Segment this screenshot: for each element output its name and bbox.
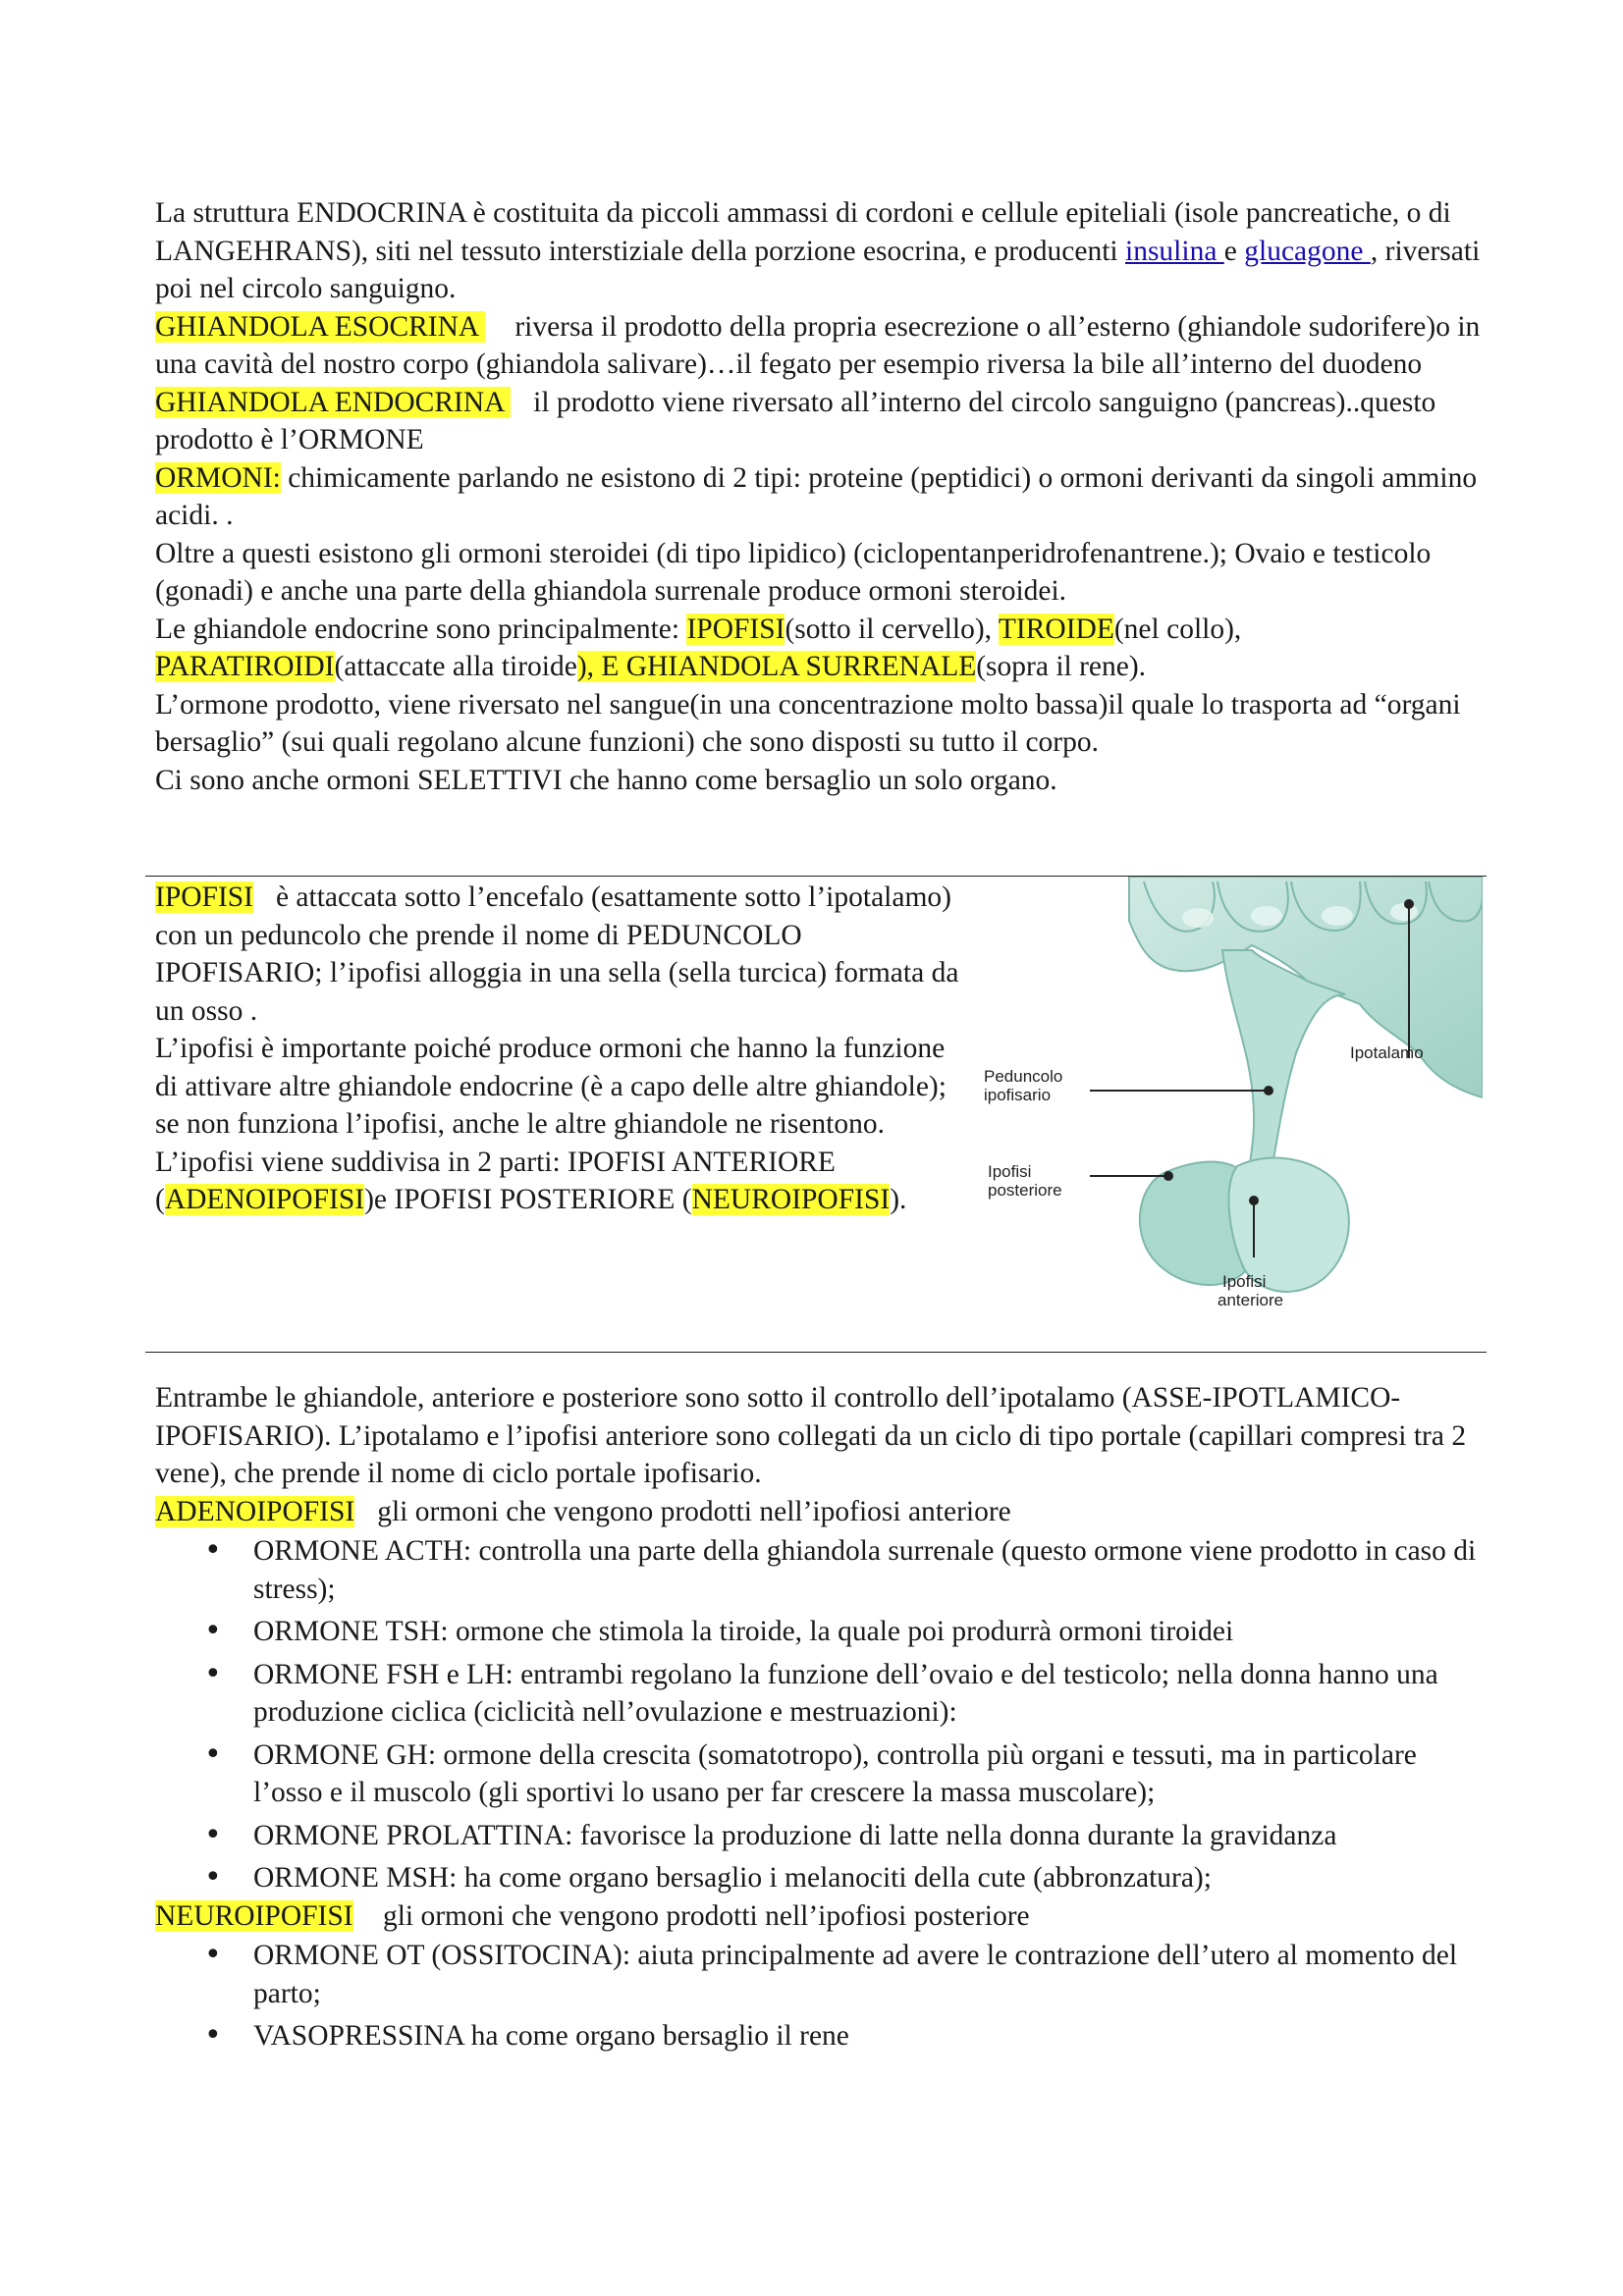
ipofisi-text: è attaccata sotto l’encefalo (esattamente sotto l’ipotalamo) con un peduncolo che prende il nome di PEDUNCOLO IPOFISARIO; l’ipofisi alloggia in una sella (sella turcica) formata da un osso .: [155, 881, 959, 1027]
ipofisi-text: )e IPOFISI POSTERIORE (: [364, 1184, 692, 1215]
list-item: • ORMONE ACTH: controlla una parte della ghiandola surrenale (questo ormone viene prodotto in caso di stress);: [155, 1532, 1481, 1608]
arrow-glyph: [354, 1495, 362, 1527]
ipofisi-term: IPOFISI: [686, 613, 785, 645]
ormoni-term: ORMONI:: [155, 461, 281, 494]
adeno-hormone-list: [155, 1532, 1481, 1897]
label-peduncolo-line1: Peduncolo: [984, 1067, 1063, 1086]
ipofisi-section-term: IPOFISI: [155, 881, 253, 913]
trasporto-paragraph: L’ormone prodotto, viene riversato nel sangue(in una concentrazione molto bassa)il quale lo trasporta ad “organi bersaglio” (sui quali regolano alcune funzioni) che sono disposti su tutto il corpo.: [155, 688, 1461, 758]
ipofisi-paragraph-2: L’ipofisi è importante poiché produce ormoni che hanno la funzione di attivare altre ghiandole endocrine (è a capo delle altre ghiandole); se non funziona l’ipofisi, anche le altre ghiandole ne risentono.: [155, 1033, 947, 1140]
esocrina-term: GHIANDOLA ESOCRINA: [155, 310, 485, 343]
ipofisi-diagram: [972, 877, 1483, 1318]
neuro-heading: [155, 1897, 1481, 1936]
principali-text: (sotto il cervello),: [784, 613, 999, 645]
lower-section: [155, 1379, 1481, 2056]
principali-text: (nel collo),: [1113, 613, 1242, 645]
ipofisi-paragraph-3: [155, 1144, 970, 1219]
neuroipofisi-term: NEUROIPOFISI: [691, 1184, 891, 1215]
arrow-glyph: [253, 881, 261, 913]
label-anteriore-line1: Ipofisi: [1222, 1272, 1267, 1291]
table-top-border-left: [145, 876, 980, 877]
principali-text: (attaccate alla tiroide: [334, 651, 577, 682]
ipofisi-section: [155, 879, 970, 1219]
arrow-glyph: [485, 311, 508, 343]
ormoni-text: chimicamente parlando ne esistono di 2 tipi: proteine (peptidici) o ormoni derivanti da singoli ammino acidi. .: [155, 461, 1478, 531]
list-item: • ORMONE GH: ormone della crescita (somatotropo), controlla più organi e tessuti, ma in particolare l’osso e il muscolo (gli sportivi lo usano per far crescere la massa muscolare);: [155, 1736, 1481, 1812]
ipofisi-text: ).: [890, 1184, 907, 1215]
paratiroidi-term: PARATIROIDI: [155, 651, 335, 682]
intro-paragraph: [155, 194, 1481, 308]
neuro-heading-term: NEUROIPOFISI: [155, 1899, 353, 1932]
asse-paragraph: Entrambe le ghiandole, anteriore e posteriore sono sotto il controllo dell’ipotalamo (ASSE-IPOTLAMICO-IPOFISARIO). L’ipotalamo e l’ipofisi anteriore sono collegati da un ciclo di tipo portale (capillari compresi tra 2 vene), che prende il nome di ciclo portale ipofisario.: [155, 1382, 1467, 1489]
adeno-heading-text: gli ormoni che vengono prodotti nell’ipofiosi anteriore: [361, 1495, 997, 1527]
principali-paragraph: [155, 611, 1481, 686]
neuro-heading-text: gli ormoni che vengono prodotti nell’ipofiosi posteriore: [359, 1899, 1007, 1932]
ormoni-paragraph: [155, 459, 1481, 535]
label-posteriore-line2: posteriore: [988, 1181, 1062, 1200]
list-item: • ORMONE FSH e LH: entrambi regolano la funzione dell’ovaio e del testicolo; nella donna hanno una produzione ciclica (ciclicità nell’ovulazione e mestruazioni):: [155, 1656, 1481, 1732]
glucagone-link[interactable]: glucagone: [1244, 235, 1371, 267]
neuro-hormone-list: [155, 1937, 1481, 2056]
tiroide-term: TIROIDE: [998, 613, 1114, 645]
list-item: • ORMONE OT (OSSITOCINA): aiuta principalmente ad avere le contrazione dell’utero al momento del parto;: [155, 1937, 1481, 2012]
surrenale-term: ), E GHIANDOLA SURRENALE: [576, 651, 977, 682]
list-item: • VASOPRESSINA ha come organo bersaglio il rene: [155, 2017, 1481, 2056]
list-item: • ORMONE MSH: ha come organo bersaglio i melanociti della cute (abbronzatura);: [155, 1859, 1481, 1897]
intro-section: [155, 194, 1481, 799]
selettivi-paragraph: Ci sono anche ormoni SELETTIVI che hanno come bersaglio un solo organo.: [155, 764, 1057, 796]
endocrina-term: GHIANDOLA ENDOCRINA: [155, 386, 512, 418]
intro-text-and: e: [1223, 235, 1245, 267]
principali-text: (sopra il rene).: [976, 651, 1147, 682]
ipofisi-text: L’ipofisi viene suddivisa in 2 parti: IPOFISI ANTERIORE (: [155, 1146, 836, 1215]
label-anteriore-line2: anteriore: [1217, 1291, 1284, 1309]
list-item: • ORMONE PROLATTINA: favorisce la produzione di latte nella donna durante la gravidanza: [155, 1817, 1481, 1855]
arrow-glyph: [511, 387, 533, 418]
insulina-link[interactable]: insulina: [1125, 235, 1224, 267]
label-ipotalamo: Ipotalamo: [1350, 1043, 1424, 1062]
endocrina-text: il prodotto viene riversato all’interno del circolo sanguigno (pancreas)..questo prodotto è l’ORMONE: [155, 386, 1414, 455]
endocrina-paragraph: [155, 384, 1481, 459]
principali-text: Le ghiandole endocrine sono principalmente:: [155, 613, 687, 645]
esocrina-paragraph: [155, 308, 1481, 384]
esocrina-text: riversa il prodotto della propria esecrezione o all’esterno (ghiandole sudorifere)o in una cavità del nostro corpo (ghiandola salivare)…il fegato per esempio riversa la bile all’interno del duodeno: [155, 310, 1450, 380]
list-item: • ORMONE TSH: ormone che stimola la tiroide, la quale poi produrrà ormoni tiroidei: [155, 1613, 1481, 1651]
intro-text-end: , riversati poi nel circolo sanguigno.: [155, 235, 1481, 304]
table-bottom-border: [145, 1352, 1487, 1353]
adeno-heading: [155, 1493, 1481, 1531]
label-posteriore-line1: Ipofisi: [988, 1162, 1032, 1181]
arrow-glyph: [352, 1899, 360, 1932]
adenoipofisi-term: ADENOIPOFISI: [164, 1184, 365, 1215]
intro-text: La struttura ENDOCRINA è costituita da piccoli ammassi di cordoni e cellule epiteliali (isole pancreatiche, o di LANGEHRANS), siti nel tessuto interstiziale della porzione esocrina, e producenti: [155, 197, 1451, 267]
label-peduncolo-line2: ipofisario: [984, 1086, 1052, 1104]
steroidei-paragraph: Oltre a questi esistono gli ormoni steroidei (di tipo lipidico) (ciclopentanperidrofenantrene.); Ovaio e testicolo (gonadi) e anche una parte della ghiandola surrenale produce ormoni steroidei.: [155, 537, 1432, 607]
ipofisi-paragraph-1: [155, 879, 970, 1030]
adeno-heading-term: ADENOIPOFISI: [155, 1495, 355, 1527]
